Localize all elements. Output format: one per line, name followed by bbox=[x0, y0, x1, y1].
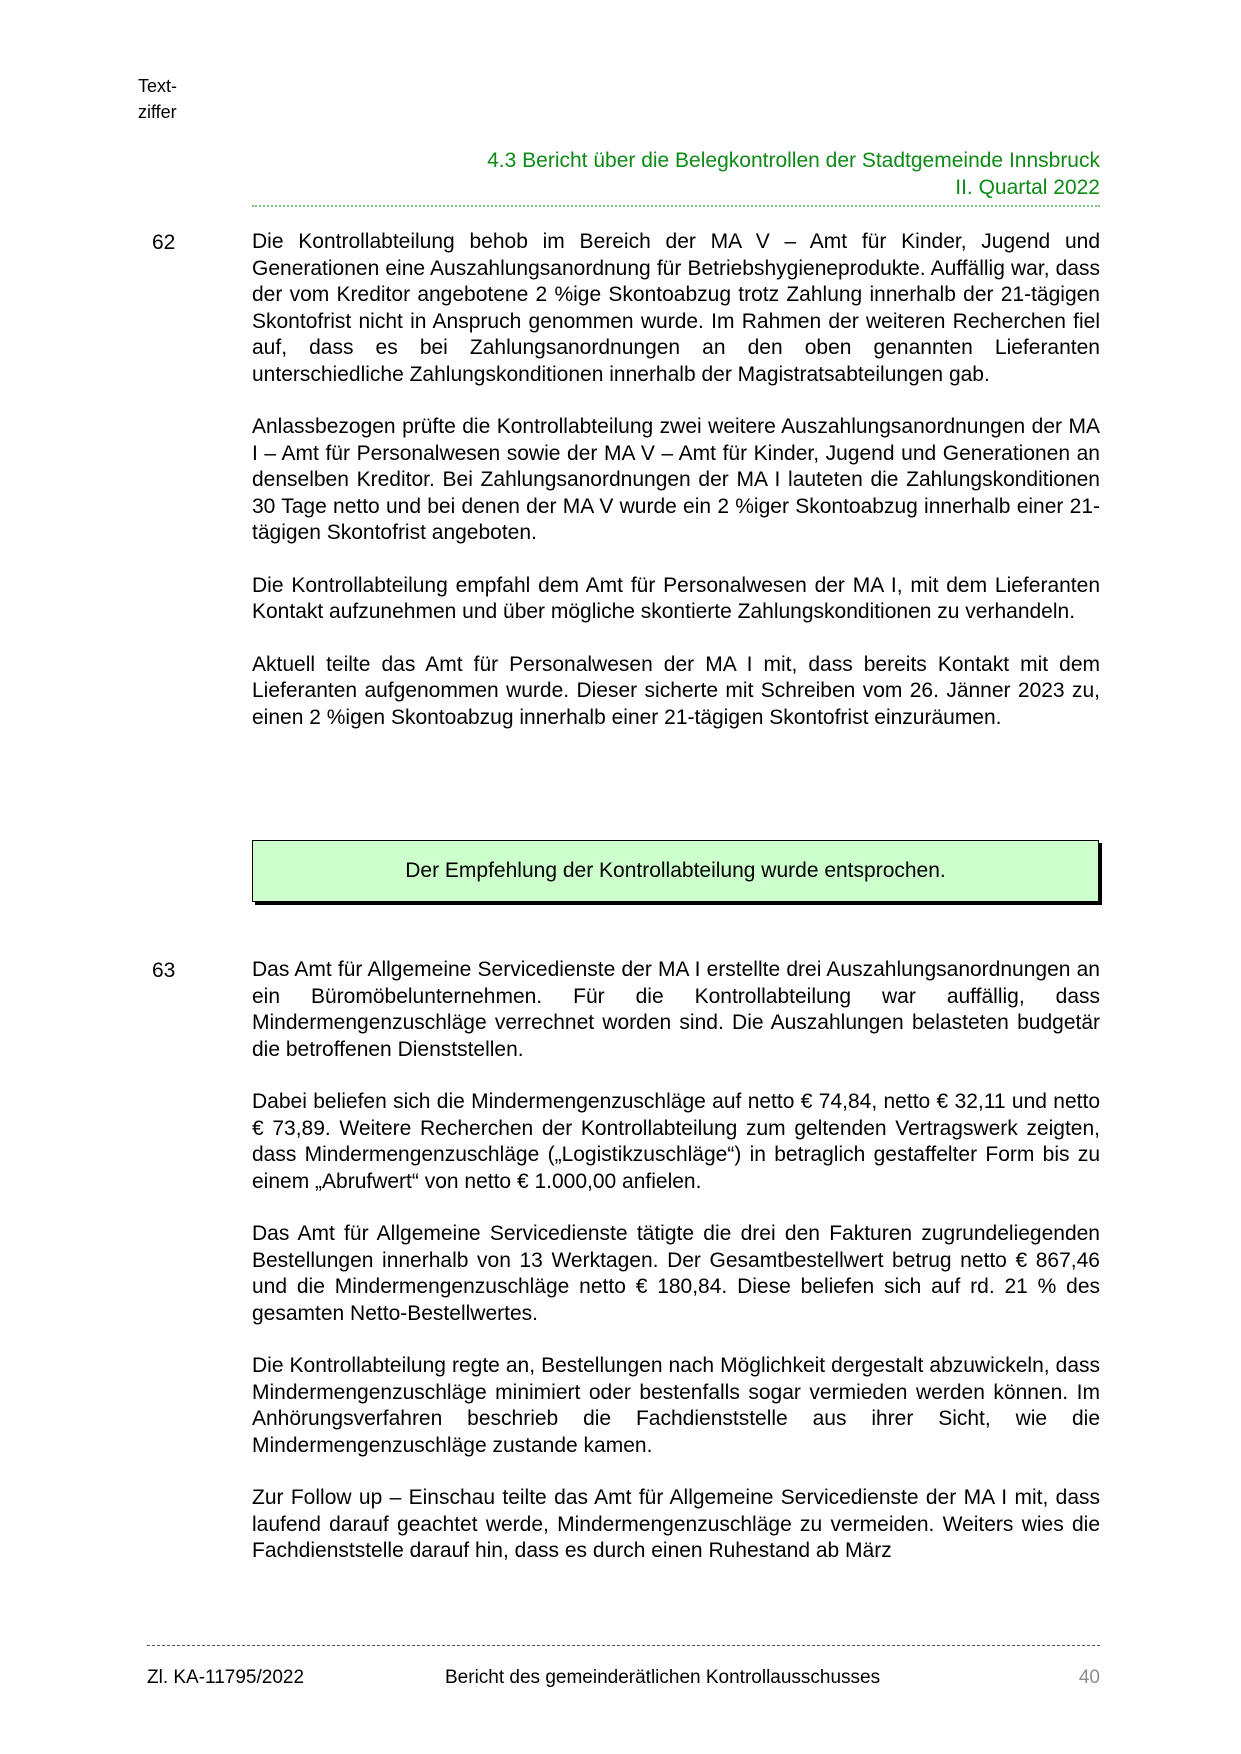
section-62-body bbox=[252, 229, 1100, 731]
footer-reference: Zl. KA-11795/2022 bbox=[147, 1667, 305, 1688]
page-number: 40 bbox=[1078, 1667, 1100, 1688]
paragraph: Aktuell teilte das Amt für Personalwesen der MA I mit, dass bereits Kontakt mit dem Lieferanten aufgenommen wurde. Dieser sicherte mit Schreiben vom 26. Jänner 2023 zu, einen 2 %igen Skontoabzug innerhalb einer 21-tägigen Skontofrist einzuräumen. bbox=[252, 652, 1100, 729]
header-quarter: II. Quartal 2022 bbox=[955, 176, 1100, 199]
paragraph: Die Kontrollabteilung empfahl dem Amt für Personalwesen der MA I, mit dem Lieferanten Kontakt aufzunehmen und über mögliche skontierte Zahlungskonditionen zu verhandeln. bbox=[252, 573, 1100, 623]
paragraph: Dabei beliefen sich die Mindermengenzuschläge auf netto € 74,84, netto € 32,11 und netto € 73,89. Weitere Recherchen der Kontrollabteilung zum geltenden Vertragswerk zeigten, dass Mindermengenzuschläge („Logistikzuschläge“) in betraglich gestaffelter Form bis zu einem „Abrufwert“ von netto € 1.000,00 anfielen. bbox=[252, 1090, 1100, 1193]
paragraph: Das Amt für Allgemeine Servicedienste tätigte die drei den Fakturen zugrundeliegenden Bestellungen innerhalb von 13 Werktagen. Der Gesamtbestellwert betrug netto € 867,46 und die Mindermengenzuschläge netto € 180,84. Diese beliefen sich auf rd. 21 % des gesamten Netto-Bestellwertes. bbox=[252, 1222, 1100, 1325]
textziffer-63: 63 bbox=[152, 959, 176, 982]
paragraph: Anlassbezogen prüfte die Kontrollabteilung zwei weitere Auszahlungsanordnungen der MA I – Amt für Personalwesen sowie der MA V – Amt für Kinder, Jugend und Generationen an denselben Kreditor. Bei Zahlungsanordnungen der MA I lauteten die Zahlungskonditionen 30 Tage netto und bei denen der MA V wurde ein 2 %iger Skontoabzug innerhalb einer 21-tägigen Skontofrist angeboten. bbox=[252, 415, 1100, 544]
page-header bbox=[487, 147, 1100, 201]
textziffer-label-line2: ziffer bbox=[138, 102, 177, 122]
recommendation-status-text: Der Empfehlung der Kontrollabteilung wurde entsprochen. bbox=[405, 859, 946, 882]
section-63-body bbox=[252, 957, 1100, 1565]
footer-title: Bericht des gemeinderätlichen Kontrollausschusses bbox=[445, 1667, 881, 1688]
textziffer-label bbox=[138, 73, 177, 125]
paragraph: Zur Follow up – Einschau teilte das Amt für Allgemeine Servicedienste der MA I mit, dass laufend darauf geachtet werde, Mindermengenzuschläge zu vermeiden. Weiters wies die Fachdienststelle darauf hin, dass es durch einen Ruhestand ab März bbox=[252, 1486, 1100, 1562]
textziffer-label-line1: Text- bbox=[138, 76, 178, 96]
paragraph: Die Kontrollabteilung behob im Bereich der MA V – Amt für Kinder, Jugend und Generationen eine Auszahlungsanordnung für Betriebshygieneprodukte. Auffällig war, dass der vom Kreditor angebotene 2 %ige Skontoabzug trotz Zahlung innerhalb der 21-tägigen Skontofrist nicht in Anspruch genommen wurde. Im Rahmen der weiteren Recherchen fiel auf, dass es bei Zahlungsanordnungen an den oben genannten Lieferanten unterschiedliche Zahlungskonditionen innerhalb der Magistratsabteilungen gab. bbox=[252, 230, 1100, 386]
recommendation-status-box bbox=[252, 840, 1099, 902]
header-section-title: 4.3 Bericht über die Belegkontrollen der Stadtgemeinde Innsbruck bbox=[487, 149, 1100, 172]
header-divider bbox=[252, 205, 1100, 207]
paragraph: Das Amt für Allgemeine Servicedienste der MA I erstellte drei Auszahlungsanordnungen an ein Büromöbelunternehmen. Für die Kontrollabteilung war auffällig, dass Mindermengenzuschläge verrechnet worden sind. Die Auszahlungen belasteten budgetär die betroffenen Dienststellen. bbox=[252, 958, 1100, 1061]
textziffer-62: 62 bbox=[152, 231, 176, 254]
paragraph: Die Kontrollabteilung regte an, Bestellungen nach Möglichkeit dergestalt abzuwickeln, dass Mindermengenzuschläge minimiert oder bestenfalls sogar vermieden werden können. Im Anhörungsverfahren beschrieb die Fachdienststelle aus ihrer Sicht, wie die Mindermengenzuschläge zustande kamen. bbox=[252, 1354, 1100, 1457]
footer-divider bbox=[147, 1645, 1100, 1646]
